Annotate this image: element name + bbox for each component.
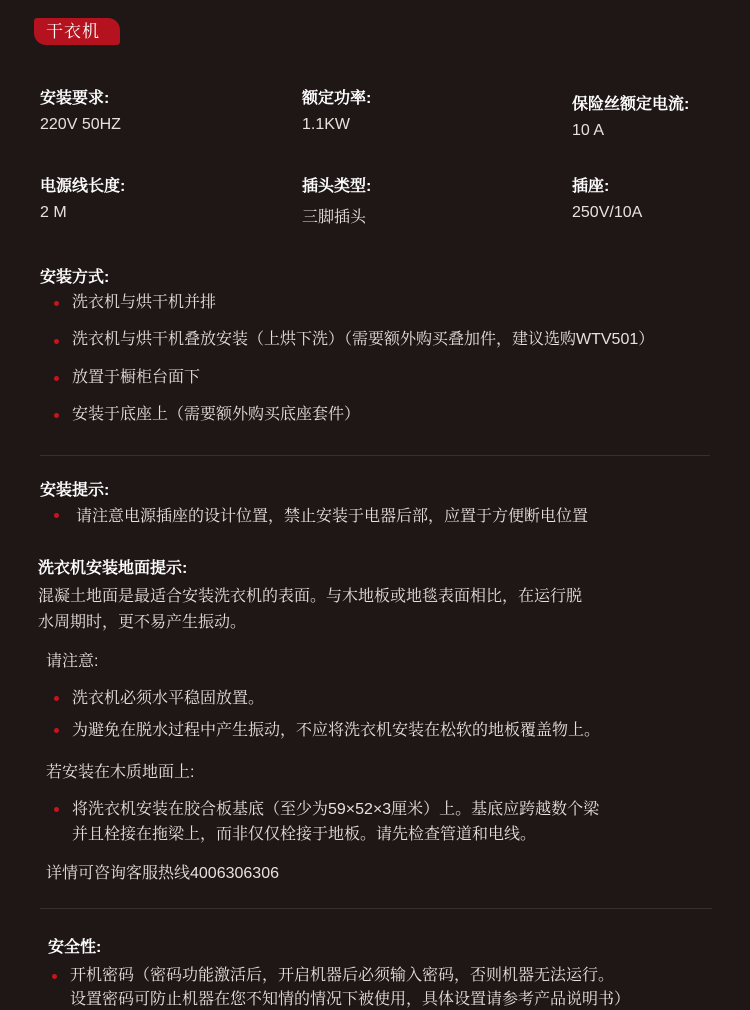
- floor-tips-note-label: 请注意:: [46, 653, 99, 670]
- install-method-item: 洗衣机与烘干机叠放安装（上烘下洗）（需要额外购买叠加件，建议选购WTV501）: [72, 331, 655, 348]
- floor-note-item: 洗衣机必须水平稳固放置。: [72, 690, 265, 707]
- spec-value-plug-type: 三脚插头: [302, 209, 367, 226]
- wood-floor-text-line: 并且栓接在拖梁上，而非仅仅栓接于地板。请先检查管道和电线。: [72, 826, 537, 843]
- spec-value-socket: 250V/10A: [572, 204, 643, 221]
- install-method-item: 安装于底座上（需要额外购买底座套件）: [72, 406, 361, 423]
- spec-label-install-requirement: 安装要求:: [40, 90, 110, 107]
- install-method-item: 洗衣机与烘干机并排: [72, 294, 217, 311]
- bullet-icon: [54, 339, 59, 344]
- spec-value-rated-power: 1.1KW: [302, 116, 351, 133]
- spec-value-install-requirement: 220V 50HZ: [40, 116, 121, 133]
- install-method-item: 放置于橱柜台面下: [72, 369, 201, 386]
- install-tip-item: 请注意电源插座的设计位置，禁止安装于电器后部，应置于方便断电位置: [76, 508, 589, 525]
- bullet-icon: [54, 301, 59, 306]
- spec-label-plug-type: 插头类型:: [302, 178, 372, 195]
- bullet-icon: [54, 513, 59, 518]
- install-methods-title: 安装方式:: [40, 269, 110, 286]
- floor-tips-paragraph-line: 混凝土地面是最适合安装洗衣机的表面。与木地板或地毯表面相比，在运行脱: [38, 588, 583, 605]
- floor-note-item: 为避免在脱水过程中产生振动，不应将洗衣机安装在松软的地板覆盖物上。: [72, 722, 601, 739]
- bullet-icon: [54, 413, 59, 418]
- bullet-icon: [52, 974, 57, 979]
- hotline-text: 详情可咨询客服热线4006306306: [46, 865, 279, 882]
- floor-tips-paragraph-line: 水周期时，更不易产生振动。: [38, 614, 247, 631]
- section-tag-dryer: 干衣机: [34, 18, 120, 45]
- spec-value-cord-length: 2 M: [40, 204, 67, 221]
- safety-title: 安全性:: [48, 939, 102, 956]
- bullet-icon: [54, 696, 59, 701]
- bullet-icon: [54, 728, 59, 733]
- spec-value-fuse-current: 10 A: [572, 122, 605, 139]
- section-divider: [40, 908, 712, 909]
- safety-text-line: 开机密码（密码功能激活后，开启机器后必须输入密码，否则机器无法运行。: [70, 967, 615, 984]
- section-divider: [40, 455, 710, 456]
- spec-label-cord-length: 电源线长度:: [40, 178, 126, 195]
- spec-label-socket: 插座:: [572, 178, 610, 195]
- bullet-icon: [54, 376, 59, 381]
- wood-floor-text-line: 将洗衣机安装在胶合板基底（至少为59×52×3厘米）上。基底应跨越数个梁: [72, 801, 600, 818]
- spec-label-rated-power: 额定功率:: [302, 90, 372, 107]
- bullet-icon: [54, 807, 59, 812]
- spec-label-fuse-current: 保险丝额定电流:: [572, 96, 690, 113]
- floor-tips-title: 洗衣机安装地面提示:: [38, 560, 188, 577]
- safety-text-line: 设置密码可防止机器在您不知情的情况下被使用，具体设置请参考产品说明书）: [70, 991, 631, 1008]
- install-tips-title: 安装提示:: [40, 482, 110, 499]
- wood-floor-title: 若安装在木质地面上:: [46, 764, 195, 781]
